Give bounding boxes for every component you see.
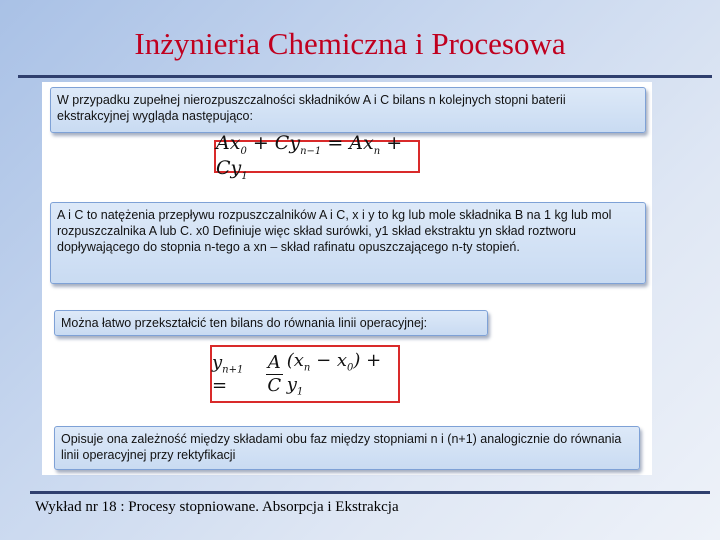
slide-content	[42, 82, 652, 475]
slide-title: Inżynieria Chemiczna i Procesowa	[134, 26, 566, 61]
equation-balance: $Ax_0 + Cy_{n-1} = Ax_n + Cy_1$	[214, 140, 420, 173]
text-box-conclusion: Opisuje ona zależność między składami obu faz między stopniami n i (n+1) analogicznie do równania linii operacyjnej przy rektyfikacji	[54, 426, 640, 470]
equation-operating-line: $y_{n+1}$ = $\frac{A}{C}$ $(x_n - x_0) + y_1$	[210, 345, 400, 403]
top-divider	[18, 75, 712, 78]
bottom-divider	[30, 491, 710, 494]
text-box-intro: W przypadku zupełnej nierozpuszczalności składników A i C bilans n kolejnych stopni baterii ekstrakcyjnej wygląda następująco:	[50, 87, 646, 133]
text-box-definitions: A i C to natężenia przepływu rozpuszczalników A i C, x i y to kg lub mole składnika B na 1 kg lub mol rozpuszczalnika A lub C. x0 Definiuje więc skład surówki, y1 skład ekstraktu yn skład roztworu dopływającego do stopnia n-tego a xn – skład rafinatu opuszczającego n-ty stopień.	[50, 202, 646, 284]
text-box-transform: Można łatwo przekształcić ten bilans do równania linii operacyjnej:	[54, 310, 488, 336]
slide-footer: Wykład nr 18 : Procesy stopniowane. Absorpcja i Ekstrakcja	[35, 499, 399, 515]
